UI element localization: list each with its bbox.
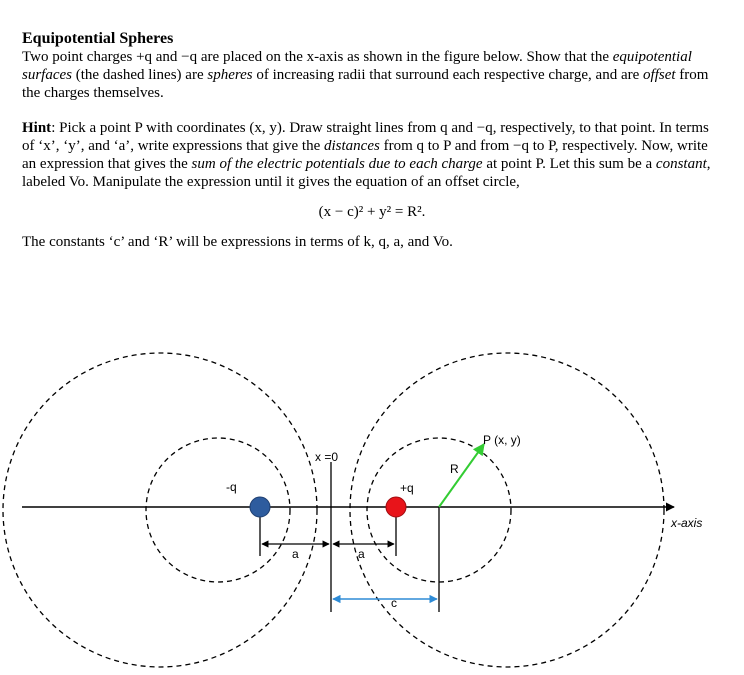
- text-run: offset: [643, 67, 676, 83]
- pos-charge-label: +q: [400, 481, 414, 495]
- neg-charge-label: -q: [226, 480, 237, 494]
- positive-charge: [386, 497, 406, 517]
- distance-a-left-label: a: [292, 547, 299, 561]
- distance-a-right-label: a: [358, 547, 365, 561]
- negative-charge: [250, 497, 270, 517]
- point-p-label: P (x, y): [483, 433, 521, 447]
- radius-label: R: [450, 462, 459, 476]
- text-run: Two point charges +q and −q are placed on the x-axis as shown in the figure below. Show that the: [22, 49, 613, 65]
- radius-line: [439, 444, 484, 507]
- x-axis-label: x-axis: [671, 516, 703, 530]
- text-run: distances: [324, 138, 380, 154]
- text-run: , labeled Vo. Manipulate the expression until it gives the equation of an offset circle,: [22, 156, 711, 190]
- circle-equation: (x − c)² + y² = R².: [318, 204, 426, 220]
- text-run: (the dashed lines) are: [72, 67, 208, 83]
- text-run: constant: [655, 156, 707, 172]
- text-run: from q to P and from −q to P, respectively. Now, write an expression that gives the: [22, 138, 708, 172]
- text-run: of increasing radii that surround each respective charge, and are: [252, 67, 644, 83]
- text-run: at point P. Let this sum be a: [482, 156, 656, 172]
- text-run: equipotential surfaces: [22, 49, 692, 83]
- text-run: : Pick a point P with coordinates (x, y). Draw straight lines from q and −q, respectively, to that point. In terms of ‘x’, ‘y’, and ‘a’, write expressions that give the: [22, 120, 709, 154]
- text-run: spheres: [207, 67, 253, 83]
- closing-paragraph: The constants ‘c’ and ‘R’ will be expressions in terms of k, q, a, and Vo.: [22, 234, 453, 250]
- problem-title: Equipotential Spheres: [22, 30, 174, 47]
- text-run: sum of the electric potentials due to each charge: [191, 156, 483, 172]
- origin-label: x =0: [315, 450, 339, 464]
- offset-c-label: c: [391, 596, 397, 610]
- hint-label: Hint: [22, 120, 52, 136]
- text-run: from the charges themselves.: [22, 67, 709, 101]
